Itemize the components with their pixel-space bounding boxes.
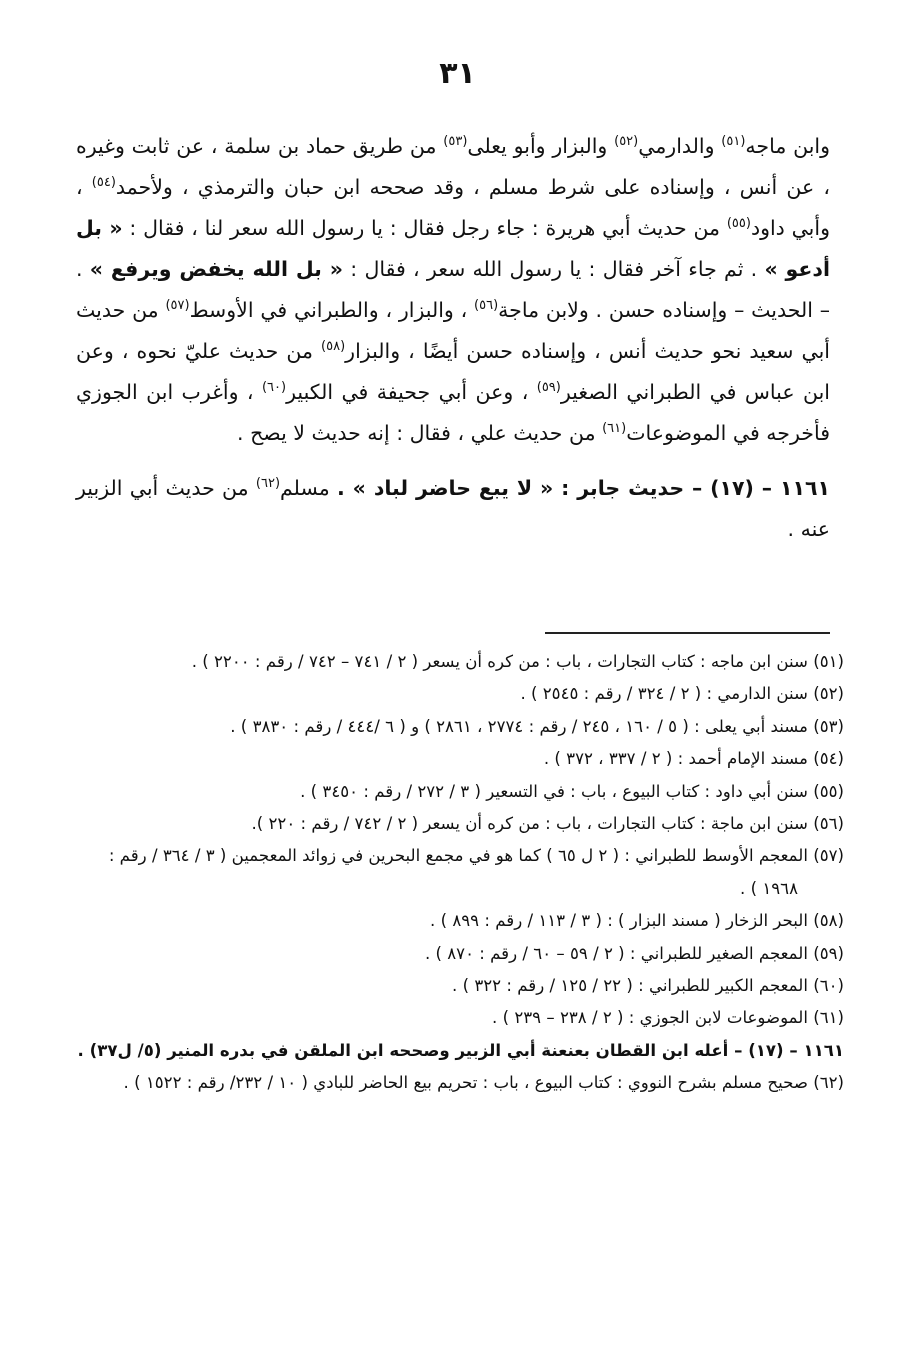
footnote: (٥٩) المعجم الصغير للطبراني : ( ٢ / ٥٩ – ٦٠ / رقم : ٨٧٠ ) . (424, 943, 844, 963)
text-run: من حديث أبي هريرة : جاء رجل فقال : يا رسول الله سعر لنا ، فقال : (122, 216, 727, 240)
footnote: (٦١) الموضوعات لابن الجوزي : ( ٢ / ٢٣٨ – ٢٣٩ ) . (492, 1008, 844, 1028)
text-run: من حديث علي ، فقال : إنه حديث لا يصح . (237, 421, 603, 445)
body-paragraph (76, 126, 830, 454)
footnote-ref: (٥٤) (91, 175, 116, 191)
footnote-ref: (٥٧) (165, 298, 190, 314)
footnote: (٥١) سنن ابن ماجه : كتاب التجارات ، باب : من كره أن يسعر ( ٢ / ٧٤١ – ٧٤٢ / رقم : ٢٢٠٠ ) . (191, 652, 844, 671)
text-run: من طريق حماد بن سلمة ، عن ثابت وغيره ، عن أنس ، وإسناده على شرط مسلم ، وقد صححه ابن حبان والترمذي ، ولأحمد (76, 134, 830, 199)
text-run: من حديث أبي الزبير عنه . (76, 476, 830, 541)
footnote: (٥٦) سنن ابن ماجة : كتاب التجارات ، باب : من كره أن يسعر ( ٢ / ٧٤٢ / رقم : ٢٢٠ ). (251, 814, 844, 834)
hadith-quote: « بل أدعو » (76, 216, 830, 281)
text-run: . – الحديث – وإسناده حسن . ولابن ماجة (76, 257, 830, 322)
page-number: ٣١ (439, 56, 476, 91)
footnote-ref: (٦٠) (261, 380, 287, 396)
footnote-ref: (٥١) (721, 134, 746, 150)
footnote-ref: (٥٢) (614, 134, 639, 150)
footnote-ref: (٦٢) (255, 476, 281, 492)
text-run: ، وعن أبي جحيفة في الكبير (286, 380, 537, 404)
footnote-ref: (٥٣) (443, 134, 468, 150)
hadith-paragraph (76, 468, 830, 550)
hadith-heading: ١١٦١ – (١٧) – حديث جابر : « لا يبع حاضر لباد » . (337, 476, 830, 500)
footnote-ref: (٥٥) (726, 216, 751, 232)
main-text (76, 126, 830, 550)
footnote: (٥٤) مسند الإمام أحمد : ( ٢ / ٣٣٧ ، ٣٧٢ ) . (543, 749, 844, 769)
footnote-ref: (٥٨) (321, 339, 346, 355)
footnote: (٦٠) المعجم الكبير للطبراني : ( ٢٢ / ١٢٥ / رقم : ٣٢٢ ) . (452, 976, 844, 996)
footnote: (٥٢) سنن الدارمي : ( ٢ / ٣٢٤ / رقم : ٢٥٤٥ ) . (520, 684, 844, 704)
hadith-quote: « بل الله يخفض ويرفع » (89, 257, 344, 281)
footnote: (٥٣) مسند أبي يعلى : ( ٥ / ١٦٠ ، ٢٤٥ / رقم : ٢٧٧٤ ، ٢٨٦١ ) و ( ٦ /٤٤٤ / رقم : ٣٨٣٠ ) . (230, 716, 844, 736)
text-run: وابن ماجه (745, 134, 831, 158)
editor-note: ١١٦١ – (١٧) – أعله ابن القطان بعنعنة أبي الزبير وصححه ابن الملقن في بدره المنير (٥/ ل٣٧) . (77, 1040, 844, 1060)
footnote-ref: (٦١) (602, 421, 627, 437)
text-run: ، وأغرب ابن الجوزي فأخرجه في الموضوعات (76, 380, 830, 445)
text-run: مسلم (280, 476, 337, 500)
footnote-divider (545, 632, 830, 634)
text-run: . ثم جاء آخر فقال : يا رسول الله سعر ، فقال : (343, 257, 765, 281)
text-run: من حديث عليّ نحوه ، وعن ابن عباس في الطبراني الصغير (76, 339, 830, 404)
text-run: من حديث أبي سعيد نحو حديث أنس ، وإسناده حسن أيضًا ، والبزار (76, 298, 830, 363)
text-run: ، وأبي داود (76, 175, 830, 240)
text-run: والبزار وأبو يعلى (467, 134, 615, 158)
footnote: (٦٢) صحيح مسلم بشرح النووي : كتاب البيوع ، باب : تحريم بيع الحاضر للبادي ( ١٠ / ٢٣٢/ رقم : ١٥٢٢ ) . (123, 1073, 844, 1093)
footnote: (٥٥) سنن أبي داود : كتاب البيوع ، باب : في التسعير ( ٣ / ٢٧٢ / رقم : ٣٤٥٠ ) . (300, 781, 844, 801)
text-run: ، والبزار ، والطبراني في الأوسط (189, 298, 475, 322)
footnote-ref: (٥٩) (536, 380, 561, 396)
footnotes (76, 646, 844, 1100)
text-run: والدارمي (638, 134, 722, 158)
footnote: (٥٨) البحر الزخار ( مسند البزار ) : ( ٣ / ١١٣ / رقم : ٨٩٩ ) . (430, 911, 844, 931)
footnote: (٥٧) المعجم الأوسط للطبراني : ( ٢ ل ٦٥ ) كما هو في مجمع البحرين في زوائد المعجمين ( ٣ / ٣٦٤ / رقم : ١٩٦٨ ) . (108, 846, 844, 898)
footnote-ref: (٥٦) (474, 298, 499, 314)
